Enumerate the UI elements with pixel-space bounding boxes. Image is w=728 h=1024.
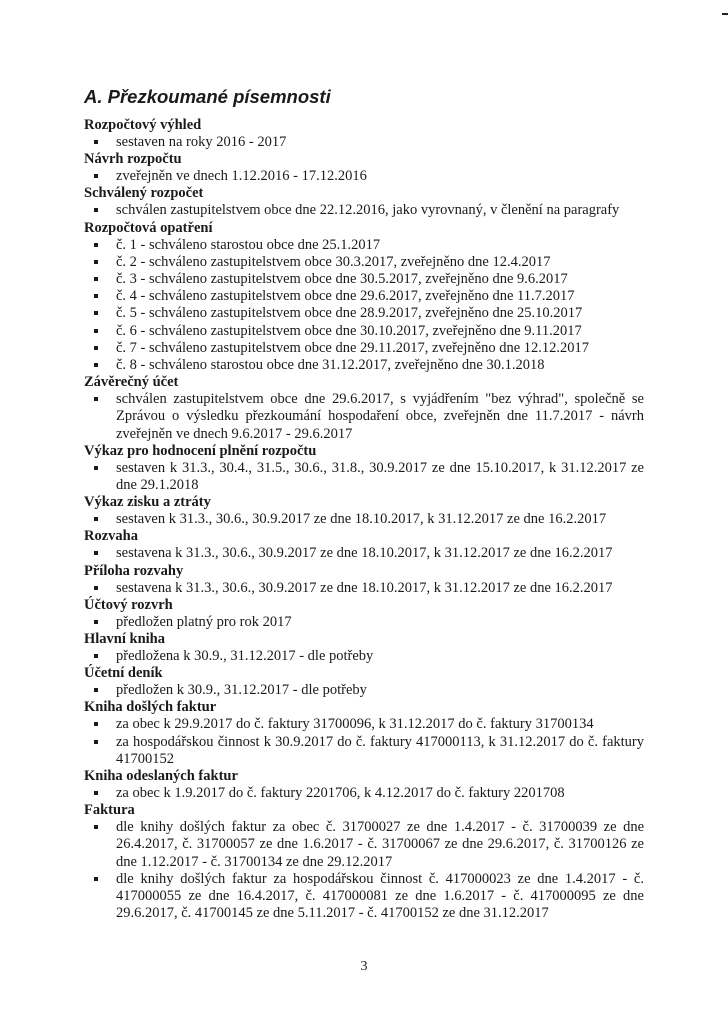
section-heading: Hlavní kniha [84, 631, 165, 648]
document-section [84, 443, 644, 494]
document-section [84, 802, 644, 922]
document-section [84, 374, 644, 443]
section-heading: Závěrečný účet [84, 374, 179, 391]
section-heading: Příloha rozvahy [84, 562, 184, 579]
document-section-title: A. Přezkoumané písemnosti [84, 86, 331, 107]
bullet-item: za hospodářskou činnost k 30.9.2017 do č. faktury 417000113, k 31.12.2017 do č. faktury 41700152 [84, 734, 644, 768]
document-section [84, 631, 644, 665]
section-heading: Rozvaha [84, 528, 138, 545]
document-section [84, 494, 644, 528]
document-section [84, 699, 644, 768]
bullet-item: č. 5 - schváleno zastupitelstvem obce dne 28.9.2017, zveřejněno dne 25.10.2017 [84, 305, 644, 322]
section-heading: Faktura [84, 802, 135, 819]
section-heading: Kniha došlých faktur [84, 699, 217, 716]
section-heading: Výkaz pro hodnocení plnění rozpočtu [84, 442, 317, 459]
section-heading: Účetní deník [84, 665, 163, 682]
section-heading: Výkaz zisku a ztráty [84, 494, 211, 511]
bullet-item: sestaven na roky 2016 - 2017 [84, 134, 644, 151]
bullet-item: dle knihy došlých faktur za hospodářskou činnost č. 417000023 ze dne 1.4.2017 - č. 417000055 ze dne 16.4.2017, č. 417000081 ze dne 1.6.2017 - č. 417000095 ze dne 29.6.2017, č. 41700145 ze dne 5.11.2017 - č. 41700152 ze dne 31.12.2017 [84, 871, 644, 923]
bullet-item: za obec k 29.9.2017 do č. faktury 31700096, k 31.12.2017 do č. faktury 31700134 [84, 716, 644, 733]
document-section [84, 117, 644, 151]
bullet-item: č. 7 - schváleno zastupitelstvem obce dne 29.11.2017, zveřejněno dne 12.12.2017 [84, 340, 644, 357]
document-section [84, 528, 644, 562]
section-heading: Rozpočtová opatření [84, 219, 213, 236]
bullet-item: schválen zastupitelstvem obce dne 29.6.2017, s vyjádřením "bez výhrad", společně se Zprávou o výsledku přezkoumání hospodaření obce, zveřejněn dne 11.7.2017 - návrh zveřejněn ve dnech 9.6.2017 - 29.6.2017 [84, 391, 644, 443]
bullet-item: předložena k 30.9., 31.12.2017 - dle potřeby [84, 648, 644, 665]
document-section [84, 563, 644, 597]
bullet-item: sestaven k 31.3., 30.4., 31.5., 30.6., 31.8., 30.9.2017 ze dne 15.10.2017, k 31.12.2017 ze dne 29.1.2018 [84, 460, 644, 494]
bullet-item: sestavena k 31.3., 30.6., 30.9.2017 ze dne 18.10.2017, k 31.12.2017 ze dne 16.2.2017 [84, 545, 644, 562]
bullet-item: č. 4 - schváleno zastupitelstvem obce dne 29.6.2017, zveřejněno dne 11.7.2017 [84, 288, 644, 305]
bullet-item: sestavena k 31.3., 30.6., 30.9.2017 ze dne 18.10.2017, k 31.12.2017 ze dne 16.2.2017 [84, 580, 644, 597]
bullet-item: předložen platný pro rok 2017 [84, 614, 644, 631]
section-heading: Účtový rozvrh [84, 596, 173, 613]
bullet-item: schválen zastupitelstvem obce dne 22.12.2016, jako vyrovnaný, v členění na paragrafy [84, 202, 644, 219]
bullet-item: č. 3 - schváleno zastupitelstvem obce dne 30.5.2017, zveřejněno dne 9.6.2017 [84, 271, 644, 288]
bullet-item: předložen k 30.9., 31.12.2017 - dle potřeby [84, 682, 644, 699]
document-section [84, 597, 644, 631]
bullet-item: za obec k 1.9.2017 do č. faktury 2201706, k 4.12.2017 do č. faktury 2201708 [84, 785, 644, 802]
document-page [84, 86, 644, 923]
section-heading: Schválený rozpočet [84, 185, 204, 202]
page-number: 3 [360, 959, 368, 974]
bullet-item: č. 8 - schváleno starostou obce dne 31.12.2017, zveřejněno dne 30.1.2018 [84, 357, 644, 374]
bullet-item: č. 2 - schváleno zastupitelstvem obce 30.3.2017, zveřejněno dne 12.4.2017 [84, 254, 644, 271]
section-heading: Rozpočtový výhled [84, 117, 202, 133]
document-section [84, 665, 644, 699]
bullet-item: sestaven k 31.3., 30.6., 30.9.2017 ze dne 18.10.2017, k 31.12.2017 ze dne 16.2.2017 [84, 511, 644, 528]
scan-edge-mark [722, 13, 728, 15]
document-section [84, 185, 644, 219]
document-section [84, 151, 644, 185]
bullet-item: zveřejněn ve dnech 1.12.2016 - 17.12.2016 [84, 168, 644, 185]
document-section [84, 768, 644, 802]
bullet-item: č. 6 - schváleno zastupitelstvem obce dne 30.10.2017, zveřejněno dne 9.11.2017 [84, 323, 644, 340]
document-section [84, 220, 644, 375]
bullet-item: dle knihy došlých faktur za obec č. 31700027 ze dne 1.4.2017 - č. 31700039 ze dne 26.4.2017, č. 31700057 ze dne 1.6.2017 - č. 31700067 ze dne 29.6.2017, č. 31700126 ze dne 1.12.2017 - č. 31700134 ze dne 29.12.2017 [84, 819, 644, 871]
bullet-item: č. 1 - schváleno starostou obce dne 25.1.2017 [84, 237, 644, 254]
reviewed-documents-list [84, 117, 644, 923]
section-heading: Kniha odeslaných faktur [84, 768, 238, 785]
section-heading: Návrh rozpočtu [84, 151, 182, 168]
